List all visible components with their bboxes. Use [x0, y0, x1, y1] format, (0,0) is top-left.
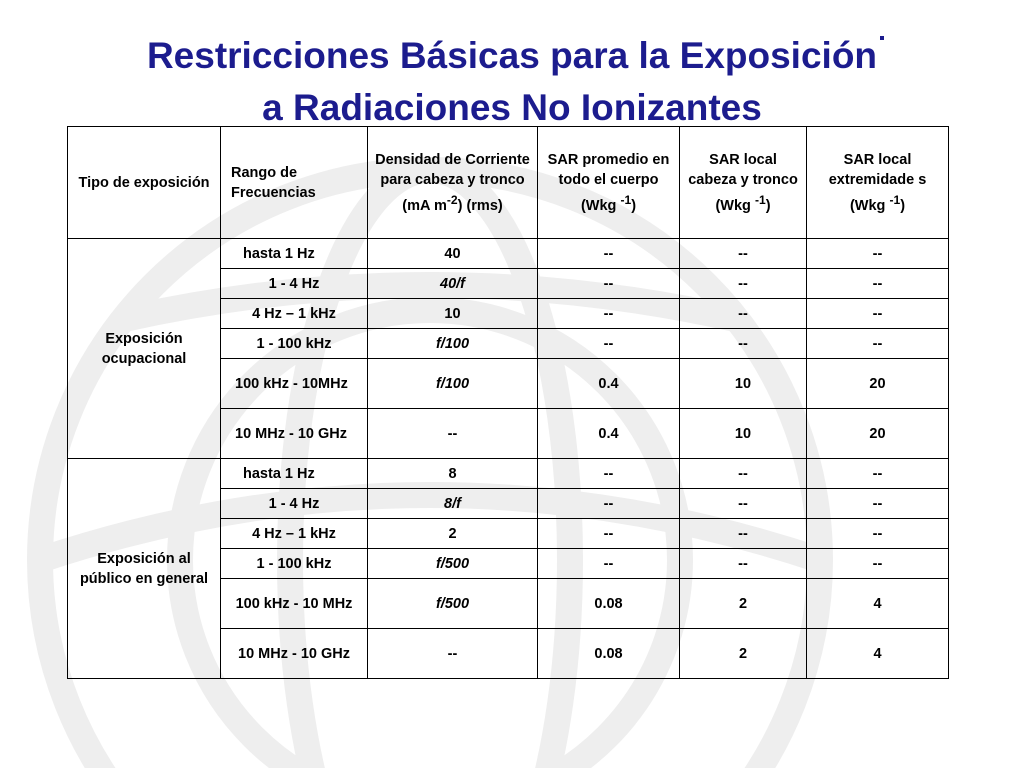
header-rango-frecuencias: Rango de Frecuencias [221, 127, 368, 239]
sar-extremidades-cell: 4 [807, 629, 949, 679]
densidad-cell: -- [368, 409, 538, 459]
freq-cell: 1 - 100 kHz [221, 329, 368, 359]
header-sar-extremidades: SAR local extremidade s (Wkg $^{-1}$) [807, 127, 949, 239]
freq-cell: 1 - 100 kHz [221, 549, 368, 579]
sar-extremidades-cell: 20 [807, 409, 949, 459]
sar-promedio-cell: 0.08 [538, 579, 680, 629]
densidad-cell: 40/f [368, 269, 538, 299]
sar-promedio-cell: -- [538, 269, 680, 299]
freq-cell: 1 - 4 Hz [221, 269, 368, 299]
densidad-cell: f/500 [368, 549, 538, 579]
sar-local-cell: -- [680, 269, 807, 299]
sar-extremidades-cell: -- [807, 489, 949, 519]
freq-cell: 4 Hz – 1 kHz [221, 519, 368, 549]
slide-title-line-2: a Radiaciones No Ionizantes [262, 87, 762, 128]
restrictions-table [67, 126, 949, 679]
sar-local-cell: -- [680, 299, 807, 329]
sar-extremidades-cell: -- [807, 299, 949, 329]
sar-promedio-cell: -- [538, 239, 680, 269]
table-row [68, 239, 949, 269]
sar-local-cell: -- [680, 329, 807, 359]
sar-extremidades-cell: -- [807, 329, 949, 359]
sar-promedio-cell: -- [538, 459, 680, 489]
decorative-dot [880, 36, 884, 40]
sar-extremidades-cell: -- [807, 549, 949, 579]
sar-extremidades-cell: -- [807, 269, 949, 299]
freq-cell: 100 kHz - 10MHz [221, 359, 368, 409]
slide-title-line-1: Restricciones Básicas para la Exposición [146, 35, 878, 76]
sar-extremidades-cell: 4 [807, 579, 949, 629]
sar-promedio-cell: 0.08 [538, 629, 680, 679]
sar-local-cell: 2 [680, 579, 807, 629]
sar-local-cell: 2 [680, 629, 807, 679]
densidad-cell: 2 [368, 519, 538, 549]
sar-local-cell: -- [680, 239, 807, 269]
slide-title [0, 30, 1024, 134]
densidad-cell: f/100 [368, 359, 538, 409]
freq-cell: 10 MHz - 10 GHz [221, 629, 368, 679]
table-row [68, 459, 949, 489]
header-tipo-exposicion: Tipo de exposición [68, 127, 221, 239]
sar-promedio-cell: -- [538, 489, 680, 519]
sar-promedio-cell: 0.4 [538, 359, 680, 409]
header-densidad-corriente: Densidad de Corriente para cabeza y tronco (mA $m^{-2}$) (rms) [368, 127, 538, 239]
densidad-cell: -- [368, 629, 538, 679]
sar-local-cell: -- [680, 549, 807, 579]
densidad-cell: 8/f [368, 489, 538, 519]
sar-local-cell: 10 [680, 359, 807, 409]
sar-local-cell: -- [680, 459, 807, 489]
freq-cell: 1 - 4 Hz [221, 489, 368, 519]
sar-local-cell: -- [680, 519, 807, 549]
sar-extremidades-cell: -- [807, 519, 949, 549]
sar-local-cell: -- [680, 489, 807, 519]
densidad-cell: f/100 [368, 329, 538, 359]
densidad-cell: f/500 [368, 579, 538, 629]
sar-promedio-cell: -- [538, 549, 680, 579]
sar-promedio-cell: -- [538, 519, 680, 549]
freq-cell: 4 Hz – 1 kHz [221, 299, 368, 329]
freq-cell: 100 kHz - 10 MHz [221, 579, 368, 629]
header-sar-promedio: SAR promedio en todo el cuerpo (Wkg $^{-1}$) [538, 127, 680, 239]
group-label-ocupacional: Exposición ocupacional [68, 239, 221, 459]
freq-cell: 10 MHz - 10 GHz [221, 409, 368, 459]
freq-cell: hasta 1 Hz [221, 459, 368, 489]
sar-promedio-cell: 0.4 [538, 409, 680, 459]
densidad-cell: 40 [368, 239, 538, 269]
sar-promedio-cell: -- [538, 329, 680, 359]
sar-extremidades-cell: -- [807, 239, 949, 269]
header-sar-local-cabeza: SAR local cabeza y tronco (Wkg $^{-1}$) [680, 127, 807, 239]
densidad-cell: 8 [368, 459, 538, 489]
sar-local-cell: 10 [680, 409, 807, 459]
group-label-publico: Exposición al público en general [68, 459, 221, 679]
sar-promedio-cell: -- [538, 299, 680, 329]
table-header-row [68, 127, 949, 239]
sar-extremidades-cell: -- [807, 459, 949, 489]
sar-extremidades-cell: 20 [807, 359, 949, 409]
freq-cell: hasta 1 Hz [221, 239, 368, 269]
densidad-cell: 10 [368, 299, 538, 329]
